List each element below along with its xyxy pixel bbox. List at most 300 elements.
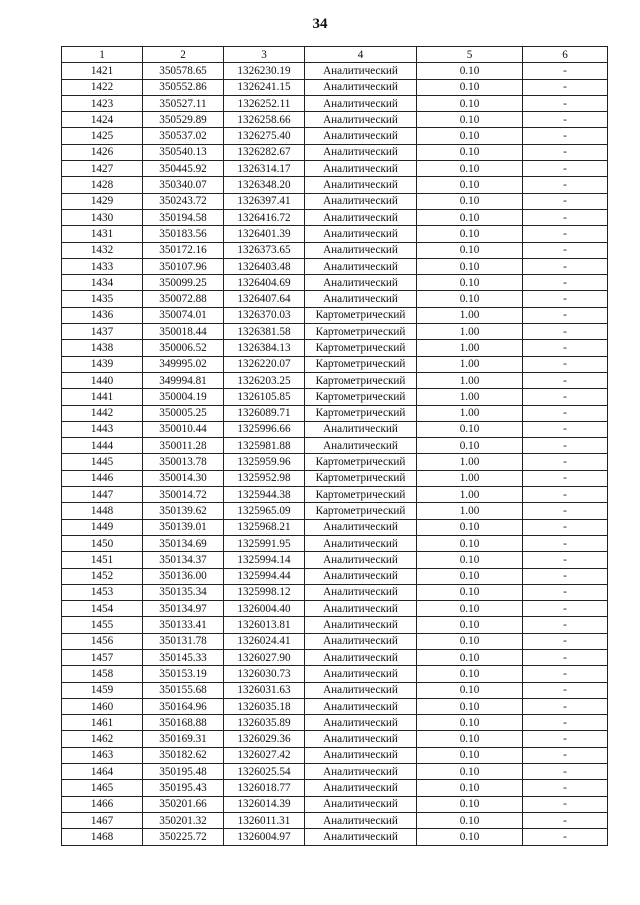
accuracy-cell: 0.10 (417, 144, 523, 160)
y-coordinate-cell: 1326381.58 (224, 324, 305, 340)
note-cell: - (523, 812, 608, 828)
point-number-cell: 1449 (62, 519, 143, 535)
note-cell: - (523, 209, 608, 225)
point-number-cell: 1460 (62, 698, 143, 714)
note-cell: - (523, 519, 608, 535)
method-cell: Картометрический (305, 487, 417, 503)
method-cell: Аналитический (305, 177, 417, 193)
table-row (62, 421, 608, 437)
method-cell: Аналитический (305, 438, 417, 454)
x-coordinate-cell: 350005.25 (143, 405, 224, 421)
y-coordinate-cell: 1326397.41 (224, 193, 305, 209)
point-number-cell: 1451 (62, 552, 143, 568)
method-cell: Аналитический (305, 666, 417, 682)
table-row (62, 258, 608, 274)
method-cell: Аналитический (305, 552, 417, 568)
y-coordinate-cell: 1326011.31 (224, 812, 305, 828)
point-number-cell: 1434 (62, 275, 143, 291)
table-row (62, 454, 608, 470)
table-header (62, 47, 608, 63)
accuracy-cell: 0.10 (417, 161, 523, 177)
accuracy-cell: 0.10 (417, 796, 523, 812)
point-number-cell: 1442 (62, 405, 143, 421)
x-coordinate-cell: 350006.52 (143, 340, 224, 356)
table-row (62, 601, 608, 617)
note-cell: - (523, 601, 608, 617)
y-coordinate-cell: 1325965.09 (224, 503, 305, 519)
note-cell: - (523, 307, 608, 323)
accuracy-cell: 1.00 (417, 454, 523, 470)
method-cell: Аналитический (305, 226, 417, 242)
y-coordinate-cell: 1326282.67 (224, 144, 305, 160)
method-cell: Аналитический (305, 601, 417, 617)
x-coordinate-cell: 350014.72 (143, 487, 224, 503)
y-coordinate-cell: 1325991.95 (224, 535, 305, 551)
table-row (62, 79, 608, 95)
accuracy-cell: 0.10 (417, 764, 523, 780)
method-cell: Аналитический (305, 633, 417, 649)
method-cell: Картометрический (305, 340, 417, 356)
accuracy-cell: 0.10 (417, 79, 523, 95)
point-number-cell: 1423 (62, 95, 143, 111)
x-coordinate-cell: 350172.16 (143, 242, 224, 258)
x-coordinate-cell: 350107.96 (143, 258, 224, 274)
y-coordinate-cell: 1325996.66 (224, 421, 305, 437)
note-cell: - (523, 503, 608, 519)
y-coordinate-cell: 1325959.96 (224, 454, 305, 470)
method-cell: Аналитический (305, 275, 417, 291)
x-coordinate-cell: 350139.01 (143, 519, 224, 535)
point-number-cell: 1424 (62, 112, 143, 128)
note-cell: - (523, 242, 608, 258)
note-cell: - (523, 470, 608, 486)
x-coordinate-cell: 350529.89 (143, 112, 224, 128)
point-number-cell: 1430 (62, 209, 143, 225)
method-cell: Аналитический (305, 112, 417, 128)
note-cell: - (523, 633, 608, 649)
note-cell: - (523, 177, 608, 193)
accuracy-cell: 0.10 (417, 812, 523, 828)
y-coordinate-cell: 1326027.42 (224, 747, 305, 763)
accuracy-cell: 1.00 (417, 503, 523, 519)
note-cell: - (523, 63, 608, 79)
y-coordinate-cell: 1326029.36 (224, 731, 305, 747)
accuracy-cell: 0.10 (417, 242, 523, 258)
note-cell: - (523, 291, 608, 307)
x-coordinate-cell: 350225.72 (143, 829, 224, 845)
note-cell: - (523, 584, 608, 600)
accuracy-cell: 0.10 (417, 715, 523, 731)
method-cell: Аналитический (305, 63, 417, 79)
table-row (62, 584, 608, 600)
x-coordinate-cell: 350135.34 (143, 584, 224, 600)
x-coordinate-cell: 350014.30 (143, 470, 224, 486)
x-coordinate-cell: 350578.65 (143, 63, 224, 79)
table-row (62, 666, 608, 682)
note-cell: - (523, 780, 608, 796)
accuracy-cell: 0.10 (417, 780, 523, 796)
note-cell: - (523, 405, 608, 421)
table-row (62, 161, 608, 177)
note-cell: - (523, 79, 608, 95)
table-row (62, 193, 608, 209)
table-row (62, 764, 608, 780)
accuracy-cell: 0.10 (417, 128, 523, 144)
y-coordinate-cell: 1326384.13 (224, 340, 305, 356)
note-cell: - (523, 617, 608, 633)
accuracy-cell: 0.10 (417, 649, 523, 665)
table-row (62, 372, 608, 388)
y-coordinate-cell: 1326241.15 (224, 79, 305, 95)
x-coordinate-cell: 350131.78 (143, 633, 224, 649)
y-coordinate-cell: 1326031.63 (224, 682, 305, 698)
y-coordinate-cell: 1326013.81 (224, 617, 305, 633)
y-coordinate-cell: 1325994.44 (224, 568, 305, 584)
table-row (62, 470, 608, 486)
x-coordinate-cell: 350340.07 (143, 177, 224, 193)
x-coordinate-cell: 350201.32 (143, 812, 224, 828)
x-coordinate-cell: 350010.44 (143, 421, 224, 437)
method-cell: Картометрический (305, 389, 417, 405)
note-cell: - (523, 324, 608, 340)
x-coordinate-cell: 350136.00 (143, 568, 224, 584)
page-number: 34 (312, 16, 328, 32)
table-row (62, 226, 608, 242)
point-number-cell: 1428 (62, 177, 143, 193)
table-row (62, 682, 608, 698)
accuracy-cell: 0.10 (417, 95, 523, 111)
point-number-cell: 1447 (62, 487, 143, 503)
table-row (62, 128, 608, 144)
note-cell: - (523, 796, 608, 812)
accuracy-cell: 0.10 (417, 193, 523, 209)
point-number-cell: 1459 (62, 682, 143, 698)
method-cell: Аналитический (305, 698, 417, 714)
x-coordinate-cell: 350134.37 (143, 552, 224, 568)
x-coordinate-cell: 350145.33 (143, 649, 224, 665)
y-coordinate-cell: 1326373.65 (224, 242, 305, 258)
table-row (62, 503, 608, 519)
x-coordinate-cell: 350168.88 (143, 715, 224, 731)
point-number-cell: 1433 (62, 258, 143, 274)
method-cell: Аналитический (305, 829, 417, 845)
table-row (62, 780, 608, 796)
note-cell: - (523, 372, 608, 388)
x-coordinate-cell: 350164.96 (143, 698, 224, 714)
note-cell: - (523, 829, 608, 845)
column-header-4: 4 (305, 47, 417, 63)
table-row (62, 796, 608, 812)
note-cell: - (523, 715, 608, 731)
table-row (62, 291, 608, 307)
method-cell: Аналитический (305, 617, 417, 633)
accuracy-cell: 0.10 (417, 698, 523, 714)
accuracy-cell: 0.10 (417, 291, 523, 307)
x-coordinate-cell: 350153.19 (143, 666, 224, 682)
table-row (62, 715, 608, 731)
y-coordinate-cell: 1326258.66 (224, 112, 305, 128)
table-row (62, 747, 608, 763)
note-cell: - (523, 568, 608, 584)
note-cell: - (523, 552, 608, 568)
y-coordinate-cell: 1326404.69 (224, 275, 305, 291)
point-number-cell: 1440 (62, 372, 143, 388)
point-number-cell: 1461 (62, 715, 143, 731)
note-cell: - (523, 731, 608, 747)
note-cell: - (523, 128, 608, 144)
method-cell: Аналитический (305, 780, 417, 796)
accuracy-cell: 0.10 (417, 682, 523, 698)
method-cell: Картометрический (305, 470, 417, 486)
x-coordinate-cell: 350195.48 (143, 764, 224, 780)
point-number-cell: 1426 (62, 144, 143, 160)
y-coordinate-cell: 1325952.98 (224, 470, 305, 486)
method-cell: Картометрический (305, 307, 417, 323)
table-row (62, 487, 608, 503)
point-number-cell: 1443 (62, 421, 143, 437)
accuracy-cell: 1.00 (417, 470, 523, 486)
method-cell: Аналитический (305, 764, 417, 780)
column-header-2: 2 (143, 47, 224, 63)
point-number-cell: 1453 (62, 584, 143, 600)
x-coordinate-cell: 350155.68 (143, 682, 224, 698)
y-coordinate-cell: 1325981.88 (224, 438, 305, 454)
table-row (62, 209, 608, 225)
table-row (62, 324, 608, 340)
y-coordinate-cell: 1325994.14 (224, 552, 305, 568)
y-coordinate-cell: 1326220.07 (224, 356, 305, 372)
point-number-cell: 1436 (62, 307, 143, 323)
table-row (62, 144, 608, 160)
accuracy-cell: 1.00 (417, 340, 523, 356)
note-cell: - (523, 340, 608, 356)
method-cell: Картометрический (305, 324, 417, 340)
table-row (62, 829, 608, 845)
method-cell: Аналитический (305, 193, 417, 209)
point-number-cell: 1445 (62, 454, 143, 470)
note-cell: - (523, 698, 608, 714)
y-coordinate-cell: 1326370.03 (224, 307, 305, 323)
note-cell: - (523, 112, 608, 128)
x-coordinate-cell: 350134.97 (143, 601, 224, 617)
method-cell: Аналитический (305, 95, 417, 111)
method-cell: Аналитический (305, 421, 417, 437)
y-coordinate-cell: 1325944.38 (224, 487, 305, 503)
note-cell: - (523, 95, 608, 111)
point-number-cell: 1437 (62, 324, 143, 340)
y-coordinate-cell: 1326035.18 (224, 698, 305, 714)
point-number-cell: 1446 (62, 470, 143, 486)
accuracy-cell: 0.10 (417, 552, 523, 568)
y-coordinate-cell: 1326230.19 (224, 63, 305, 79)
accuracy-cell: 0.10 (417, 829, 523, 845)
point-number-cell: 1458 (62, 666, 143, 682)
method-cell: Картометрический (305, 356, 417, 372)
point-number-cell: 1421 (62, 63, 143, 79)
method-cell: Аналитический (305, 812, 417, 828)
column-header-3: 3 (224, 47, 305, 63)
y-coordinate-cell: 1326018.77 (224, 780, 305, 796)
accuracy-cell: 0.10 (417, 535, 523, 551)
x-coordinate-cell: 350139.62 (143, 503, 224, 519)
accuracy-cell: 0.10 (417, 584, 523, 600)
method-cell: Аналитический (305, 731, 417, 747)
x-coordinate-cell: 350099.25 (143, 275, 224, 291)
method-cell: Аналитический (305, 291, 417, 307)
accuracy-cell: 0.10 (417, 731, 523, 747)
note-cell: - (523, 258, 608, 274)
y-coordinate-cell: 1326275.40 (224, 128, 305, 144)
point-number-cell: 1465 (62, 780, 143, 796)
note-cell: - (523, 649, 608, 665)
point-number-cell: 1441 (62, 389, 143, 405)
point-number-cell: 1448 (62, 503, 143, 519)
x-coordinate-cell: 350195.43 (143, 780, 224, 796)
x-coordinate-cell: 350169.31 (143, 731, 224, 747)
x-coordinate-cell: 350018.44 (143, 324, 224, 340)
y-coordinate-cell: 1326416.72 (224, 209, 305, 225)
column-header-1: 1 (62, 47, 143, 63)
method-cell: Аналитический (305, 258, 417, 274)
note-cell: - (523, 193, 608, 209)
note-cell: - (523, 275, 608, 291)
table-row (62, 552, 608, 568)
note-cell: - (523, 666, 608, 682)
accuracy-cell: 0.10 (417, 438, 523, 454)
accuracy-cell: 1.00 (417, 487, 523, 503)
accuracy-cell: 1.00 (417, 372, 523, 388)
table-row (62, 535, 608, 551)
y-coordinate-cell: 1326348.20 (224, 177, 305, 193)
table-row (62, 438, 608, 454)
note-cell: - (523, 764, 608, 780)
point-number-cell: 1435 (62, 291, 143, 307)
table-row (62, 63, 608, 79)
accuracy-cell: 1.00 (417, 307, 523, 323)
accuracy-cell: 0.10 (417, 275, 523, 291)
y-coordinate-cell: 1326401.39 (224, 226, 305, 242)
x-coordinate-cell: 350074.01 (143, 307, 224, 323)
point-number-cell: 1456 (62, 633, 143, 649)
y-coordinate-cell: 1326025.54 (224, 764, 305, 780)
y-coordinate-cell: 1326004.97 (224, 829, 305, 845)
method-cell: Картометрический (305, 454, 417, 470)
x-coordinate-cell: 350013.78 (143, 454, 224, 470)
method-cell: Картометрический (305, 405, 417, 421)
y-coordinate-cell: 1326027.90 (224, 649, 305, 665)
note-cell: - (523, 438, 608, 454)
table-row (62, 356, 608, 372)
method-cell: Аналитический (305, 584, 417, 600)
column-header-6: 6 (523, 47, 608, 63)
point-number-cell: 1422 (62, 79, 143, 95)
x-coordinate-cell: 349994.81 (143, 372, 224, 388)
x-coordinate-cell: 350201.66 (143, 796, 224, 812)
table-row (62, 389, 608, 405)
note-cell: - (523, 389, 608, 405)
method-cell: Аналитический (305, 79, 417, 95)
point-number-cell: 1454 (62, 601, 143, 617)
method-cell: Аналитический (305, 715, 417, 731)
accuracy-cell: 0.10 (417, 519, 523, 535)
y-coordinate-cell: 1326252.11 (224, 95, 305, 111)
y-coordinate-cell: 1326004.40 (224, 601, 305, 617)
x-coordinate-cell: 350194.58 (143, 209, 224, 225)
table-row (62, 340, 608, 356)
note-cell: - (523, 161, 608, 177)
accuracy-cell: 1.00 (417, 389, 523, 405)
accuracy-cell: 1.00 (417, 405, 523, 421)
method-cell: Аналитический (305, 209, 417, 225)
method-cell: Аналитический (305, 144, 417, 160)
accuracy-cell: 1.00 (417, 324, 523, 340)
point-number-cell: 1438 (62, 340, 143, 356)
y-coordinate-cell: 1326314.17 (224, 161, 305, 177)
point-number-cell: 1462 (62, 731, 143, 747)
accuracy-cell: 0.10 (417, 747, 523, 763)
point-number-cell: 1429 (62, 193, 143, 209)
accuracy-cell: 0.10 (417, 112, 523, 128)
x-coordinate-cell: 350072.88 (143, 291, 224, 307)
y-coordinate-cell: 1326024.41 (224, 633, 305, 649)
note-cell: - (523, 535, 608, 551)
accuracy-cell: 0.10 (417, 63, 523, 79)
accuracy-cell: 0.10 (417, 258, 523, 274)
accuracy-cell: 0.10 (417, 601, 523, 617)
point-number-cell: 1450 (62, 535, 143, 551)
x-coordinate-cell: 350133.41 (143, 617, 224, 633)
note-cell: - (523, 487, 608, 503)
y-coordinate-cell: 1326203.25 (224, 372, 305, 388)
table-row (62, 649, 608, 665)
point-number-cell: 1467 (62, 812, 143, 828)
table-row (62, 698, 608, 714)
point-number-cell: 1431 (62, 226, 143, 242)
accuracy-cell: 0.10 (417, 209, 523, 225)
y-coordinate-cell: 1326407.64 (224, 291, 305, 307)
method-cell: Аналитический (305, 747, 417, 763)
point-number-cell: 1439 (62, 356, 143, 372)
point-number-cell: 1466 (62, 796, 143, 812)
table-row (62, 275, 608, 291)
table-row (62, 633, 608, 649)
x-coordinate-cell: 350004.19 (143, 389, 224, 405)
note-cell: - (523, 356, 608, 372)
y-coordinate-cell: 1326035.89 (224, 715, 305, 731)
method-cell: Аналитический (305, 568, 417, 584)
x-coordinate-cell: 349995.02 (143, 356, 224, 372)
accuracy-cell: 0.10 (417, 568, 523, 584)
x-coordinate-cell: 350183.56 (143, 226, 224, 242)
y-coordinate-cell: 1325968.21 (224, 519, 305, 535)
accuracy-cell: 0.10 (417, 226, 523, 242)
table-row (62, 812, 608, 828)
y-coordinate-cell: 1325998.12 (224, 584, 305, 600)
note-cell: - (523, 226, 608, 242)
method-cell: Картометрический (305, 503, 417, 519)
y-coordinate-cell: 1326403.48 (224, 258, 305, 274)
y-coordinate-cell: 1326089.71 (224, 405, 305, 421)
method-cell: Аналитический (305, 682, 417, 698)
note-cell: - (523, 421, 608, 437)
point-number-cell: 1425 (62, 128, 143, 144)
x-coordinate-cell: 350540.13 (143, 144, 224, 160)
table-row (62, 731, 608, 747)
accuracy-cell: 0.10 (417, 617, 523, 633)
note-cell: - (523, 454, 608, 470)
note-cell: - (523, 682, 608, 698)
table-row (62, 242, 608, 258)
